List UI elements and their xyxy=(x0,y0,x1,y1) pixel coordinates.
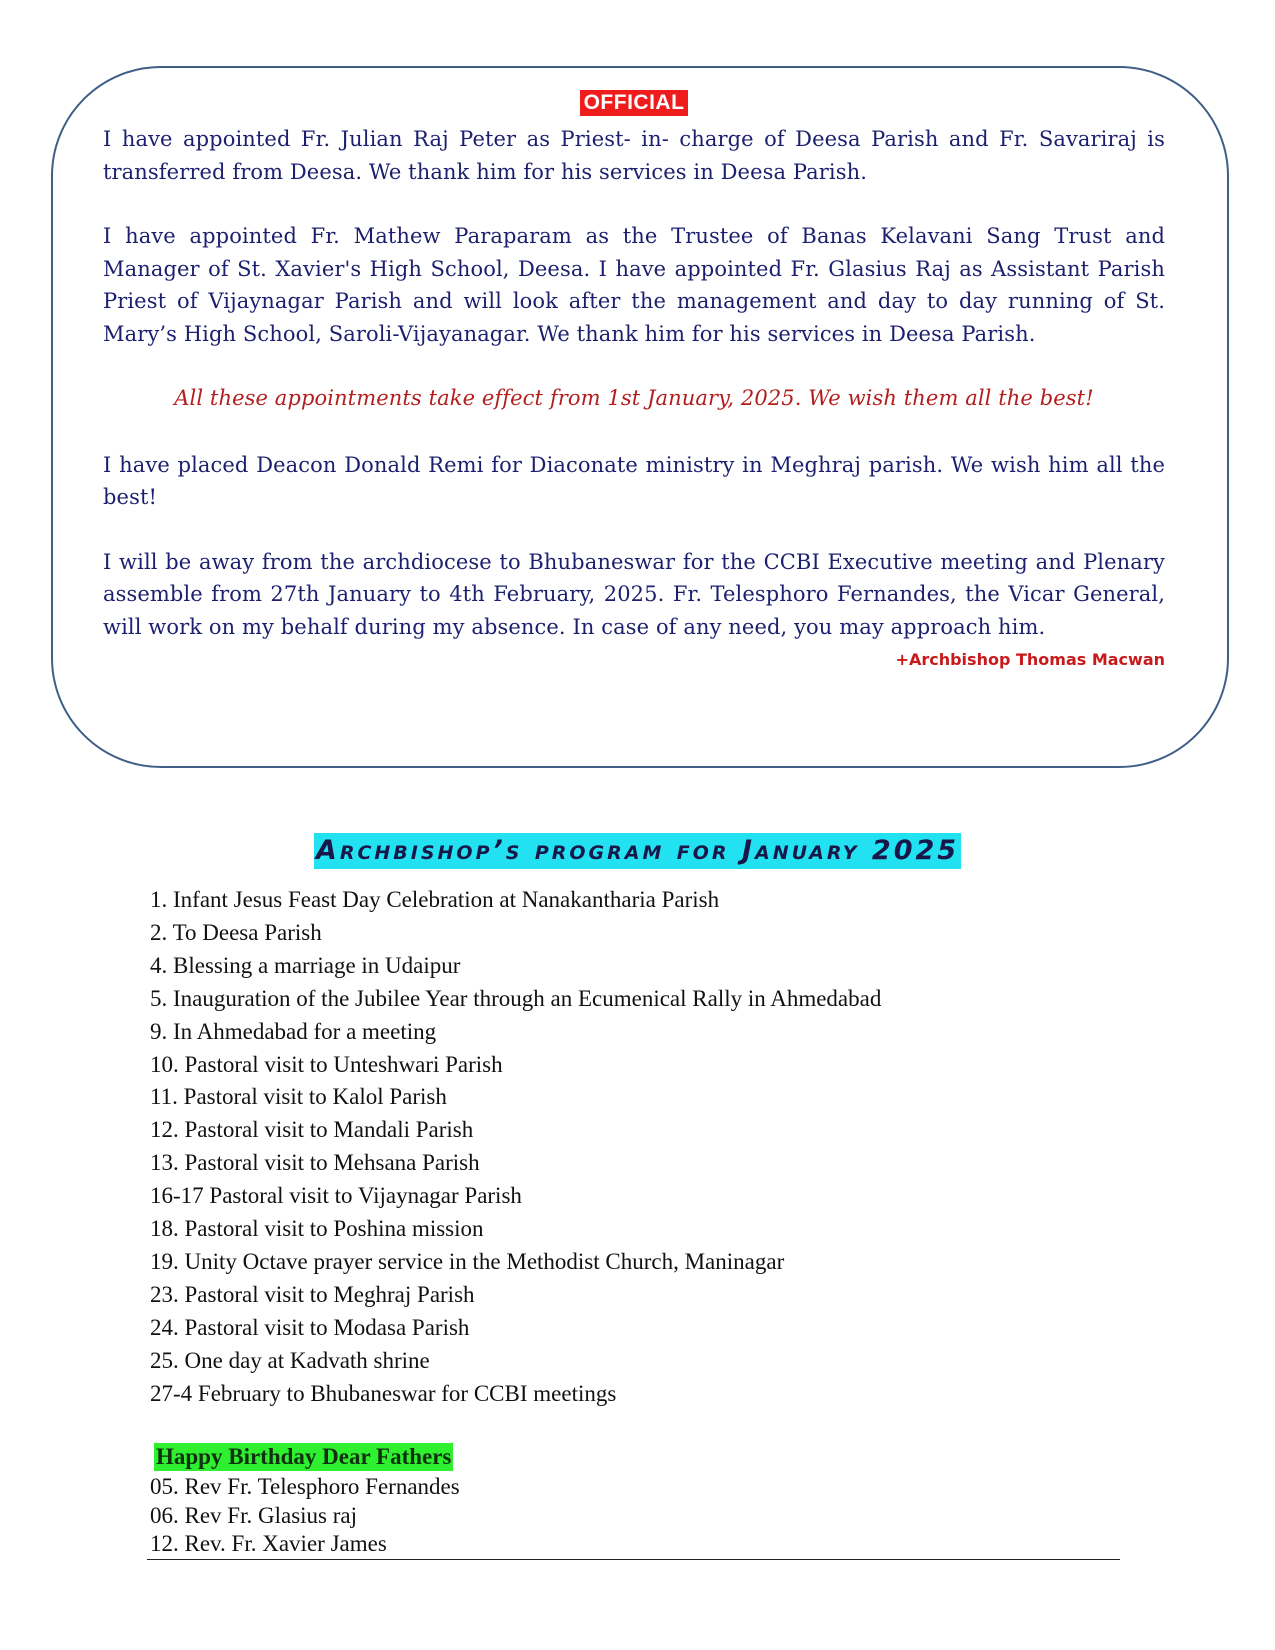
program-title: Archbishop’s program for January 2025 xyxy=(314,833,961,869)
archbishop-signature: +Archbishop Thomas Macwan xyxy=(895,650,1165,669)
list-item: 25. One day at Kadvath shrine xyxy=(150,1347,430,1373)
official-label: OFFICIAL xyxy=(580,90,689,116)
official-notice-box xyxy=(51,66,1229,768)
list-item: 06. Rev Fr. Glasius raj xyxy=(150,1502,357,1528)
list-item: 4. Blessing a marriage in Udaipur xyxy=(150,952,461,978)
list-item: 19. Unity Octave prayer service in the Methodist Church, Maninagar xyxy=(150,1248,785,1274)
list-item: 1. Infant Jesus Feast Day Celebration at Nanakantharia Parish xyxy=(150,887,720,912)
appointment-paragraph-deesa: I have appointed Fr. Julian Raj Peter as Priest- in- charge of Deesa Parish and Fr. Savariraj is transferred from Deesa. We thank him for his services in Deesa Parish. xyxy=(103,127,1165,184)
deacon-placement-paragraph: I have placed Deacon Donald Remi for Diaconate ministry in Meghraj parish. We wish him all the best! xyxy=(103,452,1165,509)
divider xyxy=(147,1559,1120,1560)
appointment-paragraph-trustee: I have appointed Fr. Mathew Paraparam as the Trustee of Banas Kelavani Sang Trust and Manager of St. Xavier's High School, Deesa. I have appointed Fr. Glasius Raj as Assistant Parish Priest of Vijaynagar Parish and will look after the management and day to day running of St. Mary’s High School, Saroli-Vijayanagar. We thank him for his services in Deesa Parish. xyxy=(103,224,1165,346)
list-item: 2. To Deesa Parish xyxy=(150,919,322,945)
list-item: 16-17 Pastoral visit to Vijaynagar Parish xyxy=(150,1183,522,1209)
list-item: 27-4 February to Bhubaneswar for CCBI meetings xyxy=(150,1380,617,1406)
effective-date-note: All these appointments take effect from 1st January, 2025. We wish them all the best! xyxy=(174,386,1094,410)
list-item: 12. Rev. Fr. Xavier James xyxy=(150,1531,387,1556)
list-item: 11. Pastoral visit to Kalol Parish xyxy=(150,1084,447,1110)
program-list xyxy=(150,884,881,1411)
list-item: 13. Pastoral visit to Mehsana Parish xyxy=(150,1150,480,1176)
list-item: 5. Inauguration of the Jubilee Year through an Ecumenical Rally in Ahmedabad xyxy=(150,985,882,1011)
list-item: 23. Pastoral visit to Meghraj Parish xyxy=(150,1281,475,1307)
list-item: 12. Pastoral visit to Mandali Parish xyxy=(150,1117,474,1143)
birthday-list xyxy=(150,1473,460,1559)
list-item: 18. Pastoral visit to Poshina mission xyxy=(150,1216,484,1242)
list-item: 24. Pastoral visit to Modasa Parish xyxy=(150,1314,470,1340)
absence-notice-paragraph: I will be away from the archdiocese to Bhubaneswar for the CCBI Executive meeting and Plenary assemble from 27th January to 4th February, 2025. Fr. Telesphoro Fernandes, the Vicar General, will work on my behalf during my absence. In case of any need, you may approach him. xyxy=(103,549,1165,639)
list-item: 10. Pastoral visit to Unteshwari Parish xyxy=(150,1051,503,1077)
list-item: 9. In Ahmedabad for a meeting xyxy=(150,1018,437,1044)
birthday-title: Happy Birthday Dear Fathers xyxy=(156,1444,452,1469)
list-item: 05. Rev Fr. Telesphoro Fernandes xyxy=(150,1474,460,1499)
